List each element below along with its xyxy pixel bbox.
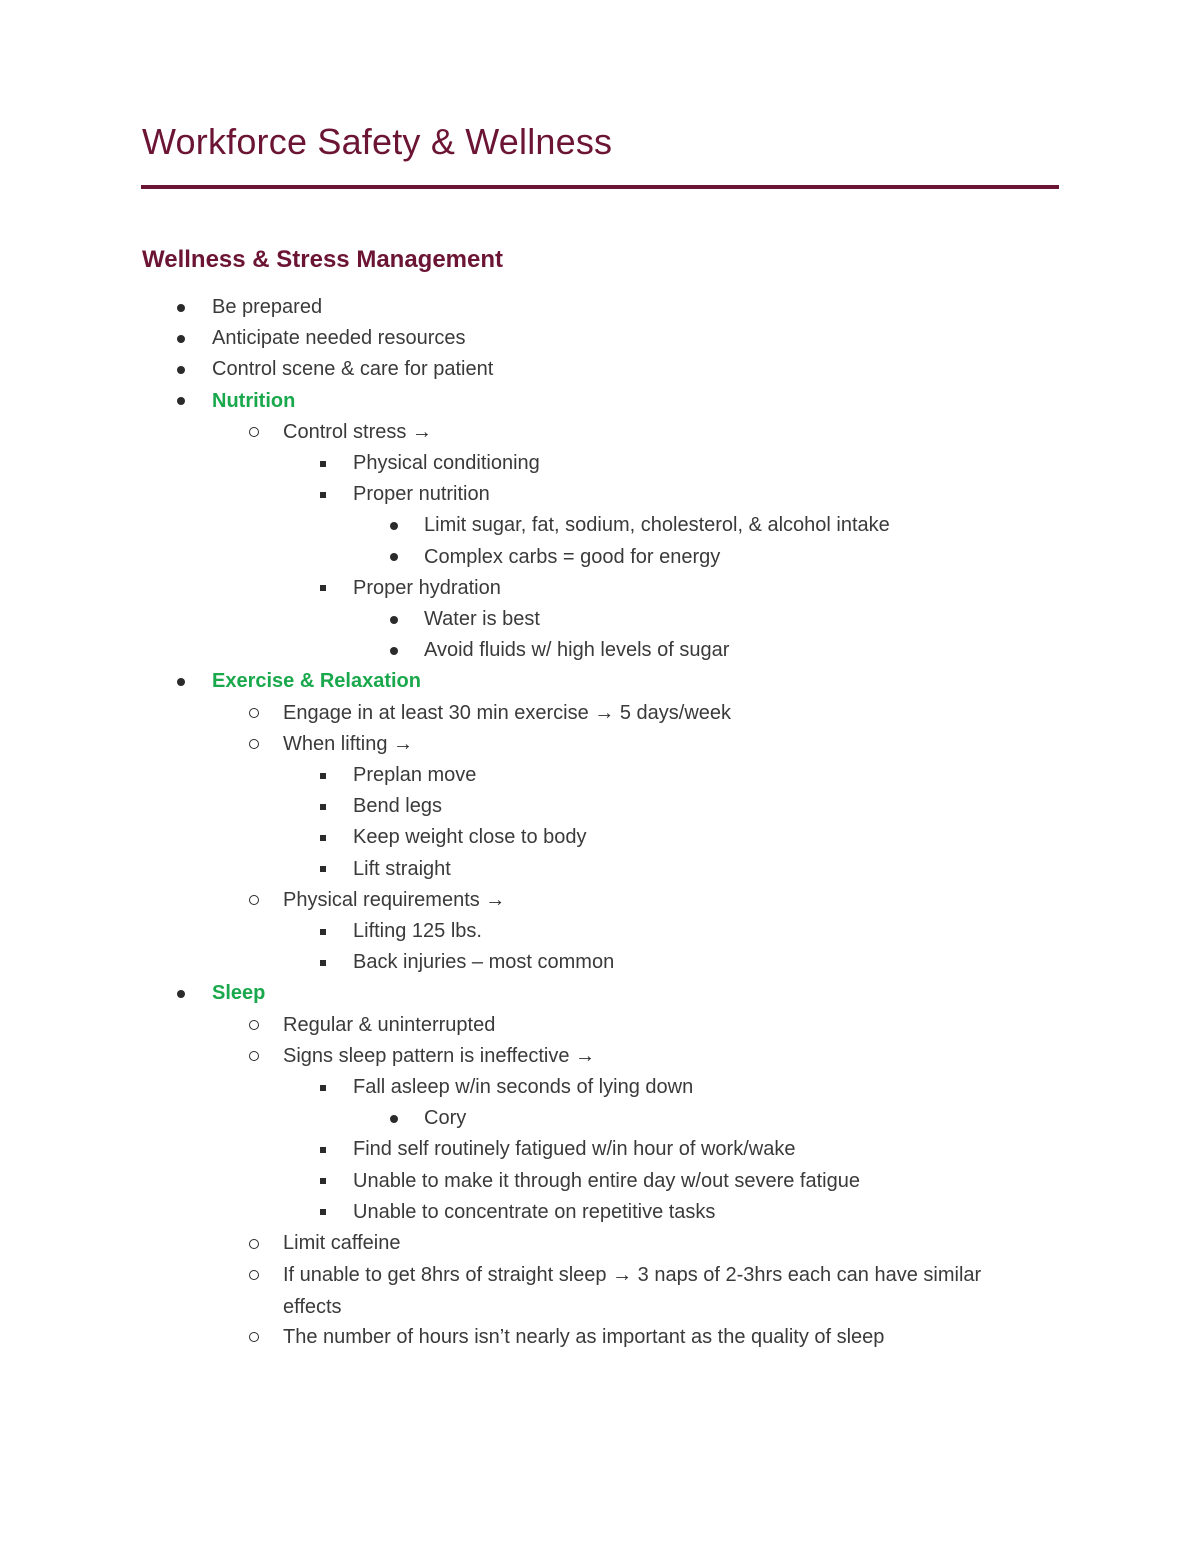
list-item-text — [353, 854, 451, 885]
list-item — [0, 573, 1200, 604]
list-item — [0, 354, 1200, 385]
square-bullet-icon — [313, 854, 333, 885]
list-item — [0, 1259, 1200, 1319]
list-item — [0, 666, 1200, 697]
disc-bullet-icon — [384, 604, 404, 635]
list-item — [0, 854, 1200, 885]
list-item-label: Find self routinely fatigued w/in hour of work/wake — [353, 1138, 796, 1161]
circle-bullet-icon — [244, 417, 264, 448]
list-item-label: Limit caffeine — [283, 1232, 401, 1254]
list-item-label: Nutrition — [212, 389, 296, 412]
list-item-text — [353, 916, 482, 947]
list-item-label: Control stress — [283, 420, 407, 443]
list-item — [0, 791, 1200, 822]
list-item-text — [283, 698, 731, 729]
list-item-label: Water is best — [424, 608, 540, 630]
list-item-label: Lifting 125 lbs. — [353, 920, 482, 942]
list-item — [0, 1322, 1200, 1353]
disc-bullet-icon — [171, 386, 191, 417]
list-item-label: Proper hydration — [353, 576, 501, 599]
list-item — [0, 916, 1200, 947]
disc-bullet-icon — [171, 292, 191, 323]
square-bullet-icon — [313, 1166, 333, 1197]
list-item — [0, 417, 1200, 448]
list-item — [0, 604, 1200, 635]
square-bullet-icon — [313, 479, 333, 510]
list-item-text — [283, 1259, 1043, 1323]
disc-bullet-icon — [171, 666, 191, 697]
list-item-label: Sleep — [212, 982, 266, 1005]
circle-bullet-icon — [244, 1322, 264, 1353]
circle-bullet-icon — [244, 729, 264, 760]
list-item-label: Control scene & care for patient — [212, 358, 494, 381]
list-item-label: When lifting — [283, 732, 388, 755]
list-item-label: Keep weight close to body — [353, 826, 587, 849]
list-item-label: Signs sleep pattern is ineffective — [283, 1044, 570, 1067]
disc-bullet-icon — [384, 1103, 404, 1134]
section-heading: Wellness & Stress Management — [142, 246, 504, 273]
list-item — [0, 1166, 1200, 1197]
list-item-text — [283, 1010, 495, 1041]
circle-bullet-icon — [244, 885, 264, 916]
list-item — [0, 323, 1200, 354]
right-arrow-icon: → — [606, 1264, 638, 1287]
list-item-label: Complex carbs = good for energy — [424, 545, 721, 568]
topic-heading — [212, 666, 421, 697]
list-item — [0, 292, 1200, 323]
list-item-label: Unable to concentrate on repetitive tasks — [353, 1200, 716, 1223]
document-title: Workforce Safety & Wellness — [142, 121, 613, 162]
list-item-text — [353, 947, 614, 978]
list-item-label: Fall asleep w/in seconds of lying down — [353, 1076, 694, 1098]
list-item-text — [424, 542, 720, 573]
list-item — [0, 1072, 1200, 1103]
list-item-label: Physical conditioning — [353, 452, 540, 474]
square-bullet-icon — [313, 1134, 333, 1165]
list-item-text — [353, 1072, 693, 1103]
square-bullet-icon — [313, 1072, 333, 1103]
list-item-label: Preplan move — [353, 764, 477, 786]
list-item-label: Physical requirements — [283, 888, 480, 911]
list-item-label: Anticipate needed resources — [212, 327, 466, 350]
list-item — [0, 698, 1200, 729]
list-item — [0, 729, 1200, 760]
list-item-text — [283, 729, 413, 760]
list-item-text — [424, 510, 890, 541]
list-item — [0, 760, 1200, 791]
list-item-label: Unable to make it through entire day w/out severe fatigue — [353, 1169, 860, 1192]
list-item — [0, 1041, 1200, 1072]
list-item — [0, 1228, 1200, 1259]
list-item — [0, 1134, 1200, 1165]
right-arrow-icon: → — [588, 701, 620, 724]
circle-bullet-icon — [244, 1010, 264, 1041]
list-item-text — [283, 1322, 884, 1353]
list-item — [0, 885, 1200, 916]
list-item-text — [424, 1103, 466, 1134]
list-item-label: Limit sugar, fat, sodium, cholesterol, & alcohol intake — [424, 514, 890, 537]
square-bullet-icon — [313, 1197, 333, 1228]
list-item-text — [353, 1197, 715, 1228]
square-bullet-icon — [313, 916, 333, 947]
square-bullet-icon — [313, 448, 333, 479]
list-item — [0, 978, 1200, 1009]
list-item — [0, 386, 1200, 417]
list-item-text — [212, 292, 322, 323]
list-item-label: The number of hours isn’t nearly as important as the quality of sleep — [283, 1325, 885, 1348]
right-arrow-icon: → — [406, 420, 432, 443]
disc-bullet-icon — [384, 542, 404, 573]
list-item-label: Regular & uninterrupted — [283, 1013, 496, 1036]
circle-bullet-icon — [244, 698, 264, 729]
list-item-text — [212, 323, 466, 354]
square-bullet-icon — [313, 822, 333, 853]
list-item — [0, 635, 1200, 666]
list-item — [0, 479, 1200, 510]
topic-heading — [212, 978, 265, 1009]
disc-bullet-icon — [171, 354, 191, 385]
list-item-label: Exercise & Relaxation — [212, 670, 421, 693]
list-item-text — [353, 479, 490, 510]
list-item-text — [353, 1134, 795, 1165]
list-item-text — [353, 791, 442, 822]
right-arrow-icon: → — [387, 732, 414, 755]
list-item — [0, 542, 1200, 573]
list-item-text — [212, 354, 493, 385]
square-bullet-icon — [313, 947, 333, 978]
disc-bullet-icon — [384, 510, 404, 541]
list-item — [0, 1197, 1200, 1228]
list-item — [0, 822, 1200, 853]
list-item — [0, 1103, 1200, 1134]
list-item-label: If unable to get 8hrs of straight sleep — [283, 1264, 607, 1287]
title-underline-rule — [141, 185, 1059, 189]
list-item-text — [283, 1041, 595, 1072]
list-item-label: Proper nutrition — [353, 483, 490, 506]
list-item-text — [283, 417, 432, 448]
list-item-label: Avoid fluids w/ high levels of sugar — [424, 639, 730, 662]
list-item-label: Engage in at least 30 min exercise — [283, 701, 589, 724]
list-item-text — [353, 448, 540, 479]
list-item-continuation: 3 naps of 2-3hrs each can have similar effects — [283, 1264, 982, 1319]
square-bullet-icon — [313, 760, 333, 791]
disc-bullet-icon — [171, 978, 191, 1009]
circle-bullet-icon — [244, 1228, 264, 1259]
list-item-text — [424, 635, 729, 666]
list-item — [0, 510, 1200, 541]
list-item-continuation: 5 days/week — [619, 701, 732, 724]
list-item-text — [424, 604, 540, 635]
list-item-text — [353, 822, 587, 853]
list-item — [0, 947, 1200, 978]
list-item-label: Bend legs — [353, 795, 442, 818]
right-arrow-icon: → — [479, 888, 506, 911]
right-arrow-icon: → — [569, 1044, 596, 1067]
disc-bullet-icon — [384, 635, 404, 666]
circle-bullet-icon — [244, 1259, 264, 1290]
list-item-text — [353, 760, 476, 791]
list-item-text — [283, 885, 505, 916]
list-item-text — [353, 1166, 860, 1197]
circle-bullet-icon — [244, 1041, 264, 1072]
disc-bullet-icon — [171, 323, 191, 354]
square-bullet-icon — [313, 573, 333, 604]
list-item-label: Be prepared — [212, 296, 323, 318]
list-item-label: Back injuries – most common — [353, 951, 615, 974]
list-item — [0, 448, 1200, 479]
list-item — [0, 1010, 1200, 1041]
list-item-label: Lift straight — [353, 857, 451, 880]
topic-heading — [212, 386, 295, 417]
square-bullet-icon — [313, 791, 333, 822]
list-item-label: Cory — [424, 1107, 467, 1130]
list-item-text — [283, 1228, 400, 1259]
list-item-text — [353, 573, 501, 604]
